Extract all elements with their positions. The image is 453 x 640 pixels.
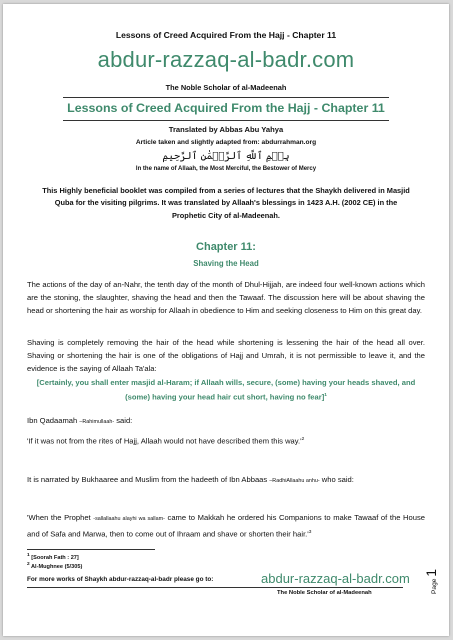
body-paragraph [27, 414, 425, 429]
text-fragment: 'When the Prophet [27, 513, 94, 522]
source-credit: Article taken and slightly adapted from: abdurrahman.org [135, 139, 317, 146]
body-paragraph [27, 433, 425, 448]
page-label: Page [431, 578, 438, 594]
honorific: –RadhiAllaahu anhu- [269, 478, 320, 484]
title-rule-top [63, 97, 389, 98]
footer-more-works: For more works of Shaykh abdur-razzaq-al-badr please go to: [27, 576, 214, 583]
person-name: Ibn Qadaamah [27, 416, 78, 425]
body-paragraph: Shaving is completely removing the hair of the head while shortening is lessening the hair of the head all over. Shaving or shortening the hair is one of the obligations of Hajj and Umrah, it is not permissible to leave it, and the evidence is the saying of Allaah Ta'ala: [27, 338, 425, 373]
page-number [421, 552, 441, 596]
footer-site-link[interactable]: abdur-razzaq-al-badr.com [261, 571, 410, 586]
text-fragment: It is narrated by Bukhaaree and Muslim from the hadeeth of Ibn Abbaas [27, 475, 270, 484]
footnote-ref: 1 [324, 393, 327, 398]
footnote-text: [Soorah Fath : 27] [29, 554, 79, 561]
text-fragment: who said: [319, 475, 354, 484]
translator-credit: Translated by Abbas Abu Yahya [168, 125, 284, 134]
running-header: Lessons of Creed Acquired From the Hajj - Chapter 11 [115, 30, 337, 40]
bismillah-arabic: بِسۡمِ ٱللَّهِ ٱلرَّحۡمَٰنِ ٱلرَّحِيمِ [162, 151, 290, 162]
body-paragraph [27, 511, 425, 541]
footnote-rule [27, 549, 155, 550]
text-fragment: came to Makkah he ordered his Companions to make Tawaaf of the House and of Safa and Marwa, then to come out of Ihraam and shave or shorten their hair.' [27, 513, 425, 539]
footnote [27, 562, 82, 570]
verse-text: [Certainly, you shall enter masjid al-Haram; if Allaah wills, secure, (some) having your heads shaved, and (some) having your head hair cut short, having no fear] [36, 378, 416, 402]
honorific: -sallallaahu alayhi wa sallam- [93, 516, 165, 522]
footnote-ref: 3 [308, 530, 312, 535]
intro-paragraph: This Highly beneficial booklet was compiled from a series of lectures that the Shaykh delivered in Masjid Quba for the visiting pilgrims. It was translated by Allaah's blessings in 1423 A.H. (2002 CE) in the Prophetic City of al-Madeenah. [42, 186, 410, 220]
footnote-number: 1 [27, 553, 30, 558]
quran-verse [31, 376, 421, 404]
scholar-subtitle: The Noble Scholar of al-Madeenah [165, 83, 287, 92]
page-number-value: 1 [423, 568, 439, 577]
chapter-subheading: Shaving the Head [193, 259, 259, 268]
footnote-text: Al-Mughnee (5/305) [29, 563, 83, 570]
body-paragraph: The actions of the day of an-Nahr, the tenth day of the month of Dhul-Hijjah, are indeed four well-known actions which are the stoning, the slaughter, shaving the head and then the Tawaaf. The discussion here will be about shaving the head or shortening the hair as worship for Allaah in obedience to Him and seeking closeness to Him on this great day. [27, 280, 425, 315]
bismillah-translation: In the name of Allaah, the Most Merciful, the Bestower of Mercy [135, 166, 317, 172]
document-title: Lessons of Creed Acquired From the Hajj - Chapter 11 [67, 101, 385, 115]
footer-scholar: The Noble Scholar of al-Madeenah [277, 590, 372, 596]
site-banner: abdur-razzaq-al-badr.com [97, 47, 355, 72]
title-rule-bottom [63, 120, 389, 121]
footer-rule [27, 587, 403, 588]
text-fragment: said: [114, 416, 133, 425]
quote-text: 'If it was not from the rites of Hajj, Allaah would not have described them this way.' [27, 436, 302, 446]
honorific: –Rahimullaah- [79, 419, 115, 425]
footnote-ref: 2 [301, 437, 305, 442]
body-paragraph [27, 473, 425, 488]
footnote-number: 2 [27, 562, 30, 567]
footnote [27, 553, 79, 561]
document-page [3, 4, 449, 636]
chapter-heading: Chapter 11: [196, 241, 256, 253]
